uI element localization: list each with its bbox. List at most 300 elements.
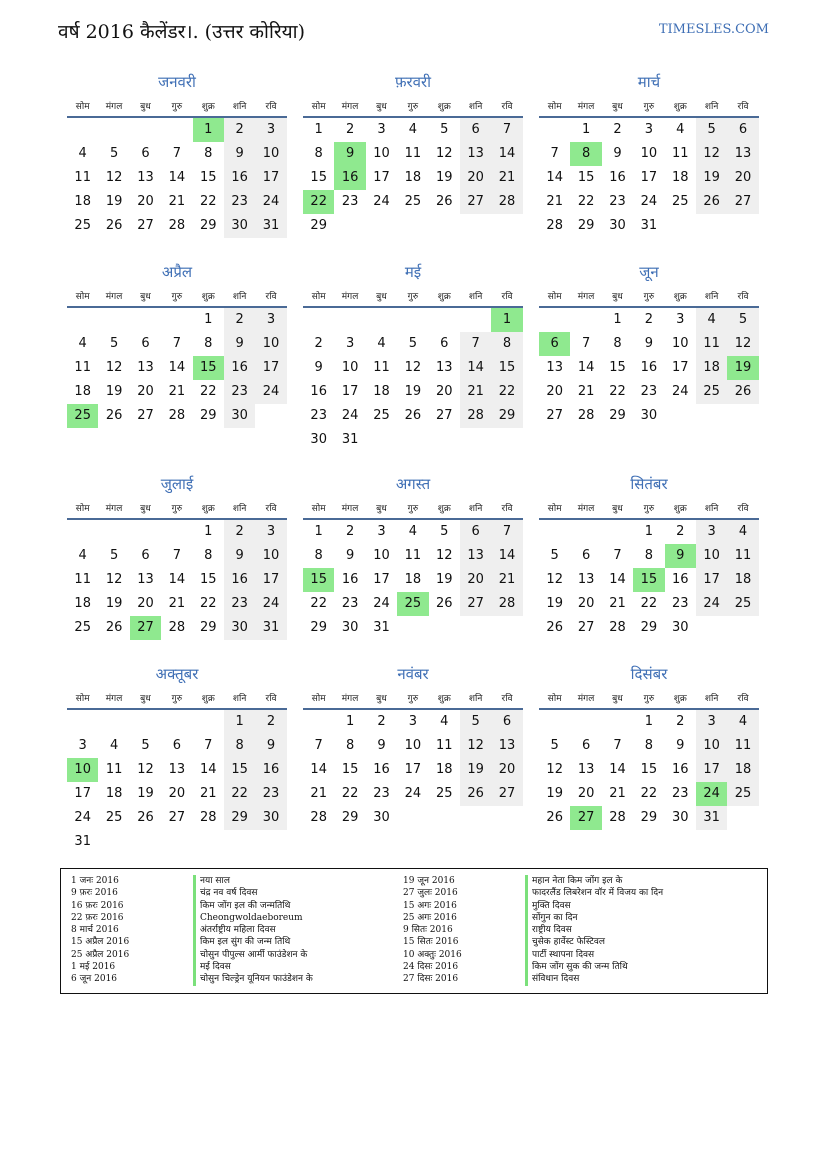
day-cell: 19 [105,384,123,399]
day-cell: 17 [404,762,422,777]
legend-holiday-name: अंतर्राष्ट्रीय महिला दिवस [193,924,276,936]
day-cell: 11 [671,146,689,161]
weekday-label: मंगल [105,693,123,704]
day-cell: 3 [676,312,685,327]
weekday-header [303,496,523,520]
weekday-label: गुरु [643,503,655,514]
empty-cell [334,308,365,332]
weekday-label: रवि [501,101,513,112]
day-cell: 23 [640,384,658,399]
legend-holiday-name: नया साल [193,875,230,887]
legend-row [71,924,313,936]
day-cell: 19 [460,758,491,782]
days-grid [303,118,523,238]
day-cell: 23 [224,380,255,404]
day-cell: 21 [491,568,522,592]
day-cell: 2 [613,122,622,137]
day-cell: 3 [255,520,286,544]
day-cell: 30 [373,810,390,825]
legend-row [403,949,663,961]
day-cell: 27 [168,810,186,825]
legend-row [71,875,313,887]
legend-date: 6 जून 2016 [71,974,118,985]
month-title: अगस्त [395,475,431,493]
day-cell: 27 [570,806,601,830]
day-cell: 16 [609,170,626,185]
day-cell: 24 [696,782,727,806]
weekday-label: शनि [232,503,247,514]
day-cell: 16 [310,384,327,399]
day-cell: 1 [491,308,522,332]
day-cell: 19 [435,170,453,185]
day-cell: 9 [314,360,323,375]
day-cell: 15 [633,568,664,592]
day-cell: 15 [199,572,217,587]
day-cell: 16 [224,166,255,190]
days-grid [539,308,759,428]
day-cell: 5 [550,548,559,563]
weekday-label: शनि [704,291,719,302]
day-cell: 5 [460,710,491,734]
day-cell: 5 [440,122,449,137]
day-cell: 13 [460,142,491,166]
month-title: जून [639,263,659,281]
weekday-label: रवि [501,693,513,704]
weekday-label: शनि [232,693,247,704]
day-cell: 8 [644,548,653,563]
day-cell: 28 [609,620,626,635]
day-cell: 20 [137,194,154,209]
day-cell: 21 [168,384,186,399]
month-block [67,662,287,874]
day-cell: 27 [460,190,491,214]
day-cell: 3 [377,122,386,137]
day-cell: 17 [74,786,91,801]
day-cell: 31 [373,620,390,635]
legend-row [403,900,663,912]
empty-cell [696,404,727,428]
day-cell: 28 [577,408,595,423]
day-cell: 1 [204,312,213,327]
day-cell: 13 [137,572,154,587]
day-cell: 30 [224,214,255,238]
legend-date: 1 जनः 2016 [71,876,119,886]
day-cell: 14 [577,360,595,375]
day-cell: 27 [137,408,154,423]
legend-row [71,936,313,948]
empty-cell [727,806,758,830]
day-cell: 31 [696,806,727,830]
month-title: जनवरी [158,73,196,91]
weekday-label: रवि [737,693,749,704]
day-cell: 9 [224,332,255,356]
day-cell: 4 [727,710,758,734]
legend-holiday-name: चंद्र नव वर्ष दिवस [193,887,257,899]
day-cell: 28 [168,218,186,233]
legend-holiday-name: पार्टी स्थापना दिवस [525,949,594,961]
day-cell: 7 [172,548,181,563]
legend-date: 16 फ़रः 2016 [71,900,124,911]
day-cell: 27 [435,408,453,423]
day-cell: 12 [105,360,123,375]
day-cell: 25 [74,218,91,233]
legend-date: 1 मई 2016 [71,962,116,973]
day-cell: 10 [341,360,359,375]
month-title: फ़रवरी [394,73,432,91]
empty-cell [429,214,460,238]
day-cell: 10 [671,336,689,351]
calendar-grid [67,70,760,874]
weekday-label: शनि [468,503,483,514]
day-cell: 8 [491,332,522,356]
empty-cell [98,710,129,734]
weekday-header [539,94,759,118]
month-block [303,70,523,260]
day-cell: 29 [577,218,595,233]
weekday-label: सोम [75,503,90,514]
day-cell: 21 [546,194,563,209]
weekday-label: शुक्र [437,503,451,514]
empty-cell [224,830,255,854]
empty-cell [665,404,696,428]
day-cell: 9 [345,548,355,563]
day-cell: 27 [137,218,154,233]
day-cell: 14 [609,572,626,587]
day-cell: 3 [408,714,417,729]
weekday-label: मंगल [577,693,595,704]
day-cell: 19 [696,166,727,190]
days-grid [67,520,287,640]
day-cell: 9 [334,142,365,166]
page-title: वर्ष 2016 कैलेंडर।. (उत्तर कोरिया) [58,21,305,43]
legend-date: 25 अप्रैल 2016 [71,949,130,960]
day-cell: 17 [373,572,390,587]
day-cell: 17 [341,384,359,399]
day-cell: 10 [640,146,658,161]
weekday-label: गुरु [407,291,419,302]
day-cell: 5 [141,738,150,753]
empty-cell [255,830,286,854]
empty-cell [397,428,428,452]
day-cell: 11 [435,738,453,753]
day-cell: 6 [539,332,570,356]
day-cell: 17 [696,758,727,782]
days-grid [303,308,523,452]
weekday-header [539,686,759,710]
day-cell: 15 [303,568,334,592]
weekday-label: शनि [468,693,483,704]
day-cell: 10 [255,332,286,356]
empty-cell [539,710,570,734]
day-cell: 12 [696,142,727,166]
day-cell: 19 [105,194,123,209]
weekday-label: रवि [737,291,749,302]
day-cell: 27 [577,620,595,635]
empty-cell [366,308,397,332]
day-cell: 2 [224,118,255,142]
empty-cell [67,710,98,734]
day-cell: 29 [224,806,255,830]
day-cell: 12 [105,170,123,185]
empty-cell [161,710,192,734]
day-cell: 7 [204,738,213,753]
day-cell: 17 [255,166,286,190]
empty-cell [429,806,460,830]
day-cell: 6 [581,548,591,563]
day-cell: 14 [609,762,626,777]
month-title: जुलाई [160,475,194,493]
day-cell: 19 [105,596,123,611]
weekday-label: रवि [737,503,749,514]
legend-row [71,973,313,985]
day-cell: 4 [78,146,87,161]
weekday-label: शनि [704,101,719,112]
day-cell: 22 [199,596,217,611]
legend-holiday-name: फादरलैंड लिबरेशन वॉर में विजय का दिन [525,887,663,899]
day-cell: 4 [727,520,758,544]
day-cell: 14 [310,762,327,777]
weekday-label: मंगल [577,503,595,514]
weekday-label: शुक्र [673,503,687,514]
day-cell: 10 [696,544,727,568]
legend-date: 25 अगः 2016 [403,912,457,923]
legend-date: 27 जुलः 2016 [403,888,458,899]
month-block [539,472,759,662]
weekday-header [539,496,759,520]
weekday-label: मंगल [341,291,359,302]
day-cell: 25 [727,592,758,616]
day-cell: 17 [696,568,727,592]
weekday-label: शुक्र [437,101,451,112]
day-cell: 7 [613,548,622,563]
month-block [67,260,287,450]
day-cell: 7 [613,738,622,753]
weekday-label: शनि [232,291,247,302]
empty-cell [429,308,460,332]
legend-row [71,887,313,899]
legend-holiday-name: किम इल सुंग की जन्म तिथि [193,936,290,948]
day-cell: 8 [314,146,323,161]
day-cell: 3 [696,520,727,544]
day-cell: 9 [377,738,386,753]
day-cell: 22 [640,786,658,801]
day-cell: 11 [74,170,91,185]
day-cell: 30 [310,432,327,447]
legend-holiday-name: किम जोंग सुक की जन्म तिथि [525,961,628,973]
weekday-label: शुक्र [201,693,215,704]
weekday-label: मंगल [105,101,123,112]
legend-column-right [403,875,663,986]
day-cell: 2 [644,312,653,327]
weekday-label: बुध [376,291,387,302]
empty-cell [491,806,522,830]
day-cell: 19 [404,384,422,399]
day-cell: 27 [546,408,563,423]
weekday-header [303,686,523,710]
day-cell: 23 [224,190,255,214]
day-cell: 8 [224,734,255,758]
day-cell: 16 [640,360,658,375]
day-cell: 16 [224,568,255,592]
month-block [539,260,759,450]
day-cell: 9 [224,142,255,166]
day-cell: 4 [696,308,727,332]
weekday-label: मंगल [577,101,595,112]
day-cell: 11 [105,762,123,777]
legend-date: 22 फ़रः 2016 [71,912,124,923]
day-cell: 24 [404,786,422,801]
day-cell: 14 [168,360,186,375]
day-cell: 14 [199,762,217,777]
weekday-label: मंगल [577,291,595,302]
day-cell: 22 [640,596,658,611]
day-cell: 5 [696,118,727,142]
empty-cell [130,118,161,142]
day-cell: 20 [137,596,154,611]
day-cell: 22 [199,384,217,399]
day-cell: 13 [546,360,563,375]
day-cell: 26 [460,782,491,806]
day-cell: 19 [727,356,758,380]
site-link[interactable]: TIMESLES.COM [658,22,769,37]
day-cell: 13 [460,544,491,568]
holiday-legend [60,868,768,994]
day-cell: 4 [377,336,386,351]
empty-cell [67,308,98,332]
weekday-label: बुध [612,503,623,514]
legend-row [403,936,663,948]
day-cell: 8 [204,336,213,351]
day-cell: 14 [168,170,186,185]
day-cell: 5 [408,336,417,351]
day-cell: 7 [460,332,491,356]
day-cell: 4 [676,122,685,137]
weekday-header [539,284,759,308]
day-cell: 11 [696,332,727,356]
day-cell: 6 [581,738,591,753]
day-cell: 12 [727,332,758,356]
day-cell: 22 [303,190,334,214]
legend-holiday-name: चुसेक हार्वेस्ट फेस्टिवल [525,936,605,948]
day-cell: 22 [224,782,255,806]
days-grid [67,118,287,238]
weekday-label: गुरु [407,503,419,514]
weekday-label: शुक्र [437,291,451,302]
day-cell: 22 [199,194,217,209]
day-cell: 4 [440,714,449,729]
day-cell: 6 [727,118,758,142]
day-cell: 25 [373,408,390,423]
day-cell: 17 [671,360,689,375]
empty-cell [161,308,192,332]
day-cell: 26 [546,810,563,825]
days-grid [67,308,287,428]
day-cell: 7 [314,738,323,753]
empty-cell [161,520,192,544]
day-cell: 21 [609,786,626,801]
weekday-label: गुरु [643,291,655,302]
month-block [303,662,523,852]
weekday-label: सोम [311,503,326,514]
weekday-label: शुक्र [201,101,215,112]
day-cell: 27 [491,782,522,806]
empty-cell [570,520,601,544]
empty-cell [130,830,161,854]
weekday-label: मंगल [105,291,123,302]
weekday-label: बुध [140,693,151,704]
day-cell: 12 [435,146,453,161]
empty-cell [366,428,397,452]
empty-cell [67,520,98,544]
day-cell: 3 [255,308,286,332]
day-cell: 28 [460,404,491,428]
day-cell: 6 [141,548,150,563]
day-cell: 18 [727,758,758,782]
legend-holiday-name: चोसुन चिल्ड्रेन यूनियन फाउंडेशन के [193,973,313,985]
day-cell: 22 [310,596,327,611]
day-cell: 9 [255,734,286,758]
day-cell: 26 [727,380,758,404]
day-cell: 23 [341,194,359,209]
empty-cell [397,806,428,830]
month-block [539,70,759,260]
day-cell: 11 [727,544,758,568]
day-cell: 17 [640,170,658,185]
legend-row [403,875,663,887]
weekday-label: रवि [265,291,277,302]
day-cell: 20 [460,568,491,592]
weekday-label: गुरु [407,101,419,112]
day-cell: 2 [224,520,255,544]
day-cell: 19 [435,572,453,587]
day-cell: 30 [609,218,626,233]
empty-cell [665,214,696,238]
day-cell: 27 [727,190,758,214]
day-cell: 24 [373,596,390,611]
legend-date: 15 अगः 2016 [403,900,457,911]
day-cell: 26 [435,596,453,611]
day-cell: 29 [609,408,626,423]
empty-cell [130,308,161,332]
day-cell: 7 [581,336,591,351]
day-cell: 28 [310,810,327,825]
days-grid [67,710,287,854]
day-cell: 22 [577,194,595,209]
empty-cell [460,308,491,332]
legend-date: 19 जून 2016 [403,876,455,886]
day-cell: 12 [460,734,491,758]
day-cell: 15 [491,356,522,380]
days-grid [539,710,759,830]
weekday-label: रवि [737,101,749,112]
day-cell: 1 [314,122,323,137]
day-cell: 9 [676,738,685,753]
day-cell: 31 [640,218,658,233]
day-cell: 21 [199,786,217,801]
day-cell: 18 [696,356,727,380]
legend-holiday-name: मई दिवस [193,961,231,973]
day-cell: 1 [345,714,355,729]
day-cell: 6 [491,710,522,734]
weekday-label: गुरु [643,693,655,704]
day-cell: 26 [105,620,123,635]
day-cell: 10 [373,548,390,563]
day-cell: 18 [404,572,422,587]
weekday-header [303,94,523,118]
day-cell: 12 [435,548,453,563]
day-cell: 3 [696,710,727,734]
day-cell: 10 [404,738,422,753]
